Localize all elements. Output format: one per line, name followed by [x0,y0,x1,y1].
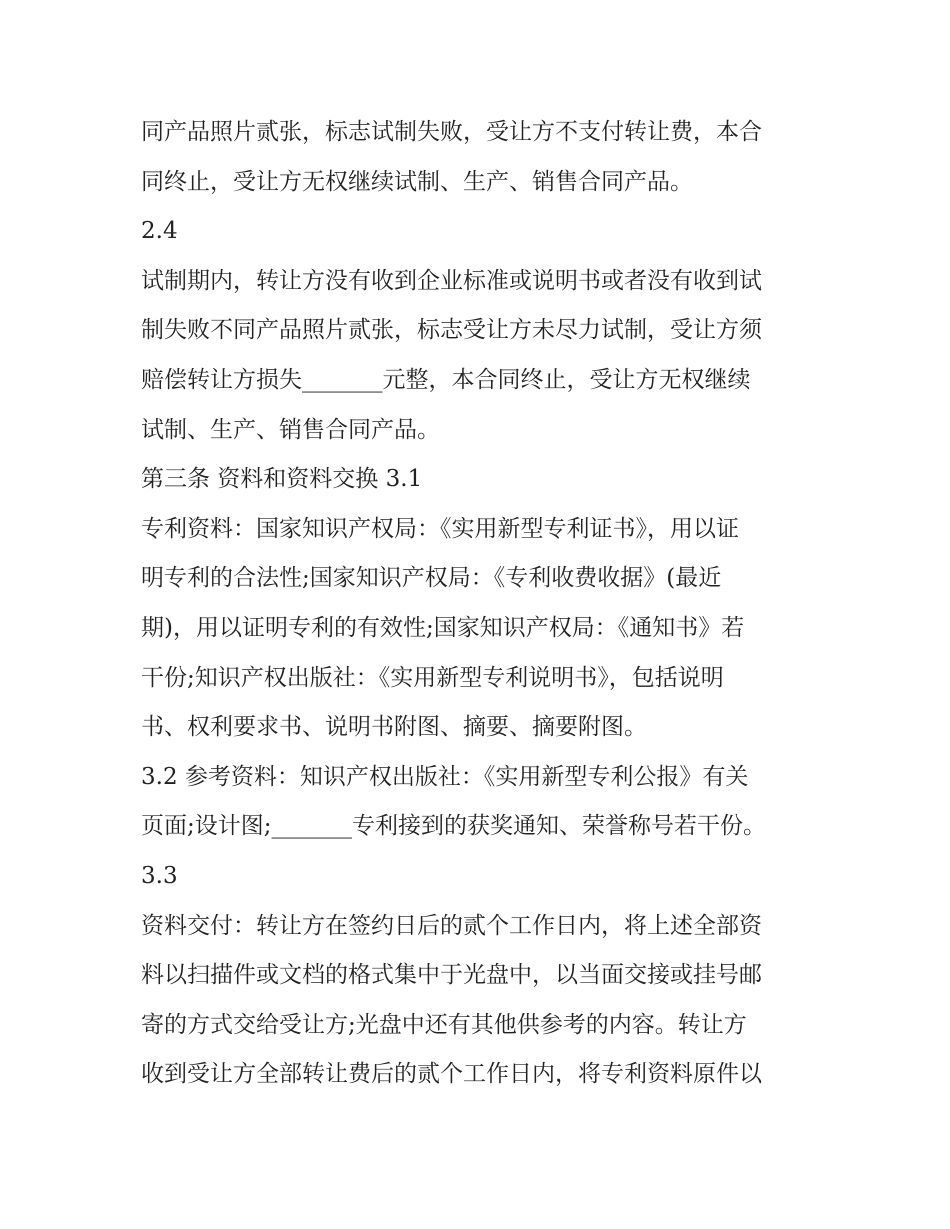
text-line: 页面;设计图;_______专利接到的获奖通知、荣誉称号若干份。 [141,813,766,840]
text-line: 明专利的合法性;国家知识产权局：《专利收费收据》(最近 [141,565,722,592]
section-number: 2.4 [141,218,178,245]
text-line: 书、权利要求书、说明书附图、摘要、摘要附图。 [141,714,647,741]
text-line: 寄的方式交给受让方;光盘中还有其他供参考的内容。转让方 [141,1011,747,1038]
text-line: 干份;知识产权出版社：《实用新型专利说明书》，包括说明 [141,664,724,691]
text-line: 3.2 参考资料：知识产权出版社：《实用新型专利公报》有关 [141,763,749,790]
text-line: 收到受让方全部转让费后的贰个工作日内，将专利资料原件以 [141,1061,762,1088]
text-line: 制失败不同产品照片贰张，标志受让方未尽力试制，受让方须 [141,317,762,344]
article-heading: 第三条 资料和资料交换 3.1 [141,466,423,493]
text-line: 期)，用以证明专利的有效性;国家知识产权局：《通知书》若 [141,614,745,641]
text-line: 试制期内，转让方没有收到企业标准或说明书或者没有收到试 [141,267,762,294]
text-line: 料以扫描件或文档的格式集中于光盘中，以当面交接或挂号邮 [141,962,762,989]
document-body [141,108,821,1100]
text-line: 资料交付：转让方在签约日后的贰个工作日内，将上述全部资 [141,912,762,939]
text-line: 赔偿转让方损失_______元整，本合同终止，受让方无权继续 [141,366,751,393]
text-line: 同产品照片贰张，标志试制失败，受让方不支付转让费，本合 [141,119,762,145]
text-line: 试制、生产、销售合同产品。 [141,416,440,443]
text-line: 专利资料：国家知识产权局：《实用新型专利证书》，用以证 [141,515,739,542]
section-number: 3.3 [141,862,178,889]
text-line: 同终止，受让方无权继续试制、生产、销售合同产品。 [141,168,693,195]
